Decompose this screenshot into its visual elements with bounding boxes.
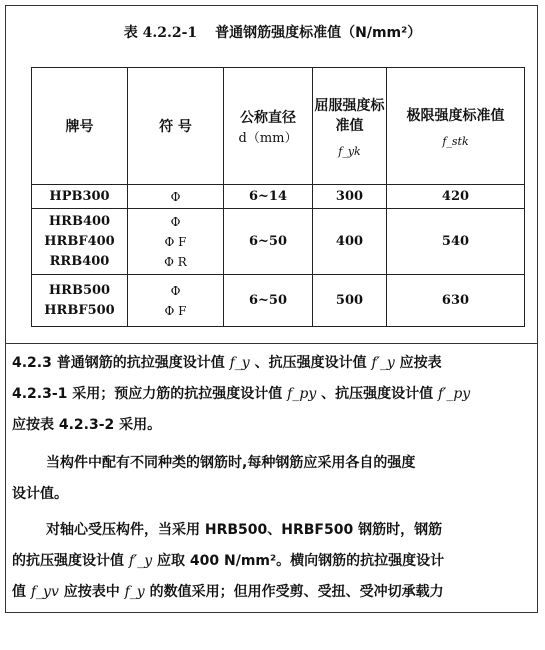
header-grade: 牌号 <box>32 68 128 185</box>
clause-text: 的抗压强度设计值 <box>12 553 124 569</box>
grade-symbol: Φ R <box>164 254 187 269</box>
cell-ultimate: 630 <box>387 275 525 327</box>
symbol-fy: f_y <box>124 584 145 600</box>
table-row <box>32 275 525 327</box>
clause-text: 应按表 <box>399 355 442 371</box>
header-diameter-label: 公称直径 <box>240 109 296 126</box>
cell-symbol <box>128 275 224 327</box>
symbol-fpy-prime: f′_py <box>437 386 471 402</box>
paragraph-3-line-3 <box>12 577 534 608</box>
clause-text: 的数值采用；但用作受剪、受扭、受冲切承载力 <box>149 584 444 600</box>
header-symbol: 符 号 <box>128 68 224 185</box>
table-row <box>32 185 525 209</box>
grade-name: RRB400 <box>49 253 110 269</box>
grade-name: HRB400 <box>48 213 111 229</box>
paragraph-3-line-1: 对轴心受压构件，当采用 HRB500、HRBF500 钢筋时，钢筋 <box>46 522 443 538</box>
clause-text: 应按表中 <box>63 584 120 600</box>
clause-text: 4.2.3-1 采用；预应力筋的抗拉强度设计值 <box>12 386 283 402</box>
grade-symbol: Φ <box>170 283 181 298</box>
paragraph-3-line-2 <box>12 546 534 577</box>
symbol-fyv: f_yv <box>30 584 59 600</box>
cell-diameter: 6~50 <box>224 209 313 275</box>
grade-symbol: Φ <box>170 214 181 229</box>
paragraph-2-line-1: 当构件中配有不同种类的钢筋时,每种钢筋应采用各自的强度 <box>46 455 416 471</box>
grade-name: HRBF400 <box>44 233 115 249</box>
symbol-fy: f_y <box>229 355 250 371</box>
cell-yield: 400 <box>313 209 387 275</box>
grade-symbol: Φ F <box>164 303 187 318</box>
cell-grade <box>32 209 128 275</box>
section-divider <box>5 343 538 344</box>
clause-text: 、抗压强度设计值 <box>254 355 367 371</box>
paragraph-2-line-2: 设计值。 <box>12 486 68 502</box>
table-row <box>32 209 525 275</box>
header-yield-label: 屈服强度标准值 <box>314 97 385 134</box>
clause-4-2-3-line-3: 应按表 4.2.3-2 采用。 <box>12 417 162 433</box>
table-header-row <box>32 68 525 185</box>
clause-text: 4.2.3 普通钢筋的抗拉强度设计值 <box>12 355 225 371</box>
cell-ultimate: 540 <box>387 209 525 275</box>
symbol-fy-prime: f′_y <box>128 553 153 569</box>
clause-4-2-3-line-1 <box>12 348 534 379</box>
header-ultimate-symbol: f_stk <box>442 134 469 148</box>
header-yield <box>313 68 387 185</box>
header-ultimate-label: 极限强度标准值 <box>406 107 505 124</box>
clause-text: 应取 400 N/mm²。横向钢筋的抗拉强度设计 <box>157 553 445 569</box>
cell-symbol <box>128 185 224 209</box>
clause-text: 、抗压强度设计值 <box>321 386 434 402</box>
cell-yield: 500 <box>313 275 387 327</box>
grade-name: HPB300 <box>49 188 110 204</box>
header-ultimate <box>387 68 525 185</box>
grade-name: HRBF500 <box>44 302 115 318</box>
cell-ultimate: 420 <box>387 185 525 209</box>
symbol-fpy: f_py <box>287 386 317 402</box>
cell-grade <box>32 185 128 209</box>
cell-diameter: 6~14 <box>224 185 313 209</box>
header-diameter <box>224 68 313 185</box>
clause-text: 值 <box>12 584 26 600</box>
grade-name: HRB500 <box>48 282 111 298</box>
header-yield-symbol: f_yk <box>338 144 361 158</box>
header-diameter-unit: d（mm） <box>238 130 298 146</box>
cell-diameter: 6~50 <box>224 275 313 327</box>
clause-4-2-3-line-2 <box>12 379 534 410</box>
table-number: 表 4.2.2-1 <box>123 25 198 41</box>
cell-yield: 300 <box>313 185 387 209</box>
table-caption <box>0 22 545 42</box>
rebar-strength-table <box>31 67 525 327</box>
grade-symbol: Φ F <box>164 234 187 249</box>
grade-symbol: Φ <box>170 189 181 204</box>
symbol-fy-prime: f′_y <box>371 355 395 371</box>
cell-symbol <box>128 209 224 275</box>
table-title: 普通钢筋强度标准值（N/mm²） <box>215 25 422 41</box>
cell-grade <box>32 275 128 327</box>
